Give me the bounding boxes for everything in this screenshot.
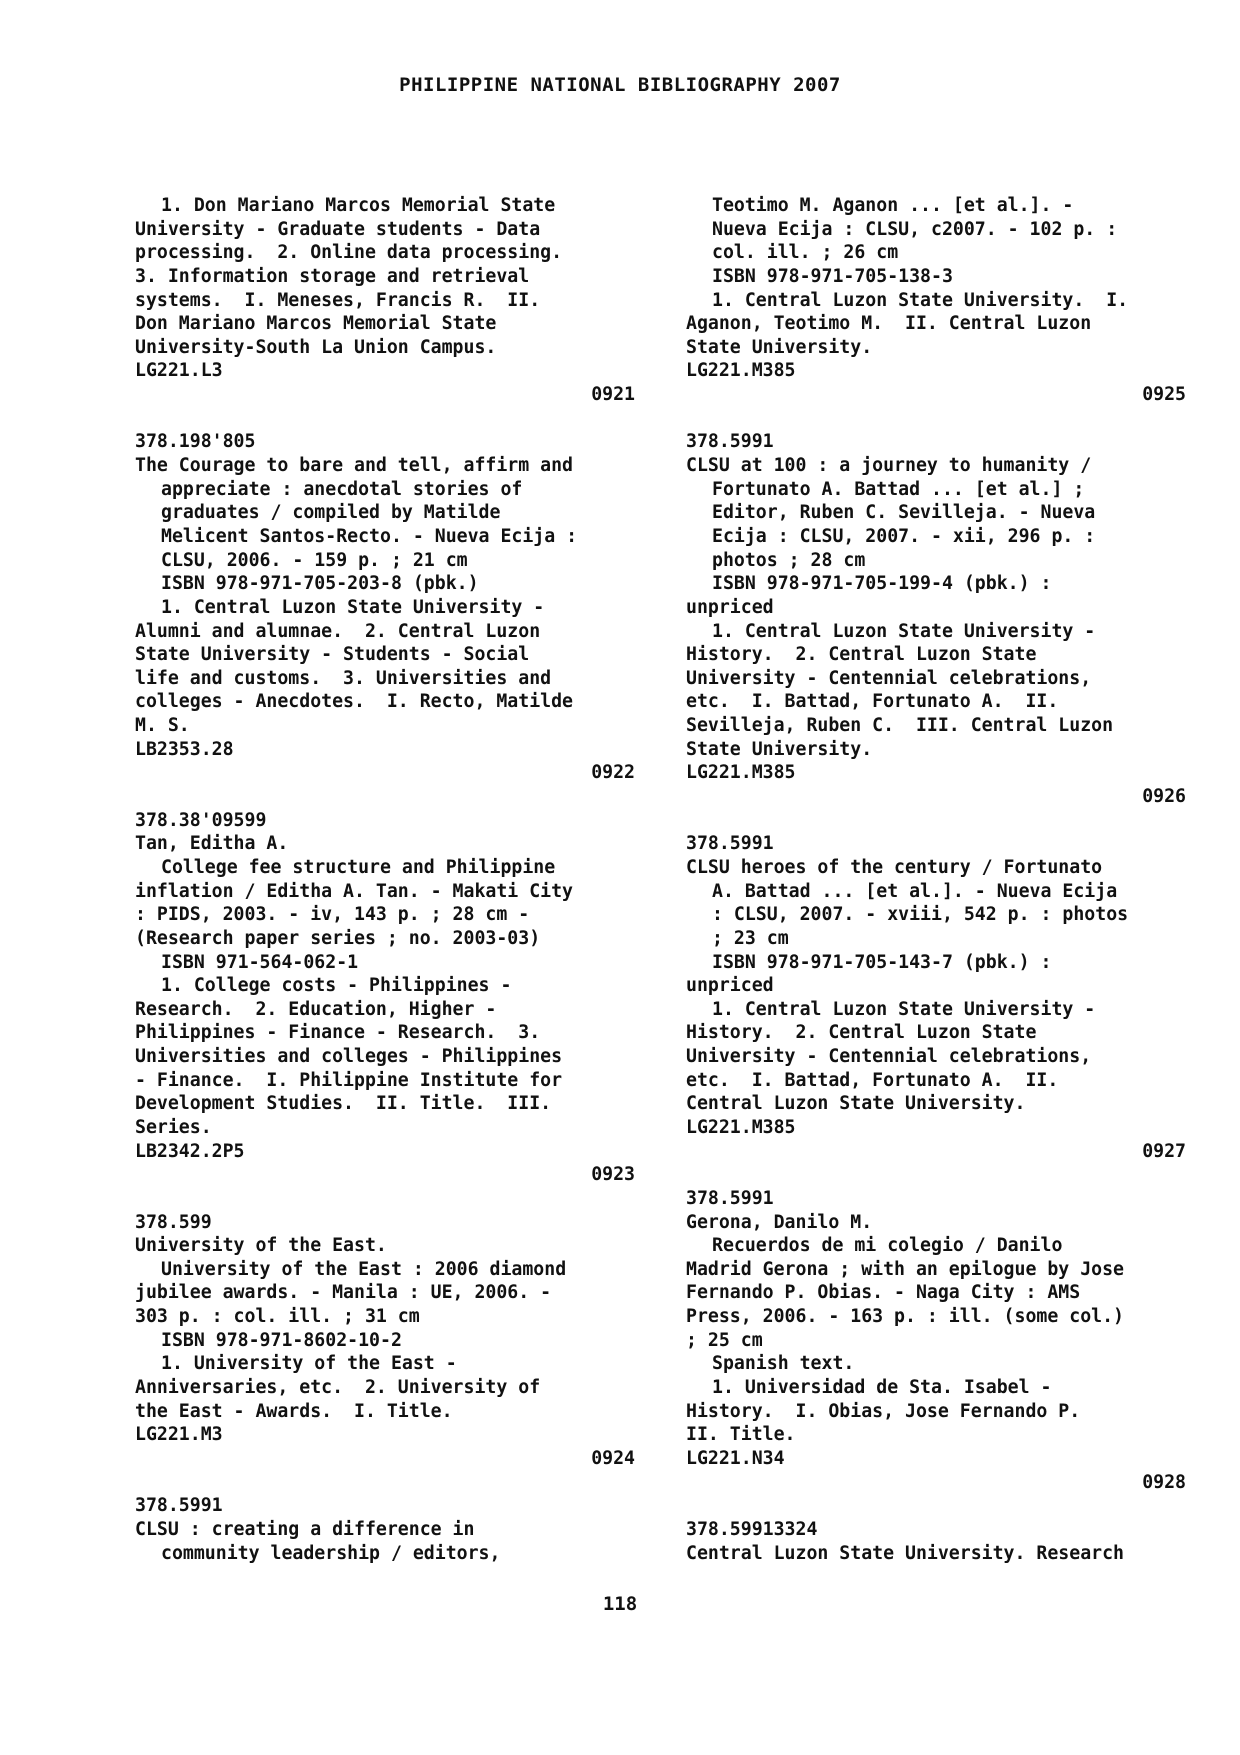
entry-line: State University.: [686, 336, 873, 358]
entry-line: Editor, Ruben C. Sevilleja. - Nueva: [712, 502, 1096, 524]
entry-line: Don Mariano Marcos Memorial State: [135, 313, 497, 335]
entry-line: CLSU, 2006. - 159 p. ; 21 cm: [161, 549, 468, 571]
entry-0928: [686, 1187, 1186, 1494]
entry-line: A. Battad ... [et al.]. - Nueva Ecija: [712, 880, 1118, 902]
isbn: ISBN 978-971-705-203-8 (pbk.): [161, 573, 479, 595]
entry-line: 1. Central Luzon State University. I.: [712, 289, 1129, 311]
entry-line: 1. Don Mariano Marcos Memorial State: [161, 195, 556, 216]
entry-line: life and customs. 3. Universities and: [135, 667, 552, 689]
entry-author: Tan, Editha A.: [135, 833, 289, 855]
entry-line: Teotimo M. Aganon ... [et al.]. -: [712, 195, 1074, 216]
entry-line: (Research paper series ; no. 2003-03): [135, 927, 541, 949]
entry-line: 1. College costs - Philippines -: [161, 975, 512, 997]
entry-line: ; 23 cm: [712, 927, 789, 949]
right-column: [686, 194, 1186, 1565]
entry-line: University - Centennial celebrations,: [686, 1046, 1092, 1068]
entry-line: - Finance. I. Philippine Institute for: [135, 1069, 563, 1091]
entry-line: appreciate : anecdotal stories of: [161, 478, 523, 500]
entry-number: 0926: [1142, 786, 1186, 808]
entry-0925: [686, 194, 1186, 407]
entry-line: ; 25 cm: [686, 1329, 763, 1351]
entry-line: systems. I. Meneses, Francis R. II.: [135, 289, 541, 311]
call-number: LB2353.28: [135, 738, 234, 760]
entry-line: : CLSU, 2007. - xviii, 542 p. : photos: [712, 904, 1129, 926]
entry-line: 1. Central Luzon State University -: [161, 596, 545, 618]
entry-0926: [686, 430, 1186, 808]
entry-line: Madrid Gerona ; with an epilogue by Jose: [686, 1258, 1124, 1280]
entry-line: colleges - Anecdotes. I. Recto, Matilde: [135, 691, 573, 713]
entry-line: 303 p. : col. ill. ; 31 cm: [135, 1306, 420, 1328]
entry-line: unpriced: [686, 596, 774, 618]
entry-line: Philippines - Finance - Research. 3.: [135, 1022, 541, 1044]
entry-line: Nueva Ecija : CLSU, c2007. - 102 p. :: [712, 218, 1118, 240]
call-number: LG221.M385: [686, 762, 796, 784]
entry-line: State University - Students - Social: [135, 644, 530, 666]
entry-line: etc. I. Battad, Fortunato A. II.: [686, 691, 1059, 713]
entry-line: Alumni and alumnae. 2. Central Luzon: [135, 620, 541, 642]
entry-line: 1. Central Luzon State University -: [712, 998, 1096, 1020]
isbn: ISBN 978-971-8602-10-2: [161, 1329, 402, 1351]
isbn: ISBN 978-971-705-199-4 (pbk.) :: [712, 573, 1052, 595]
entry-line: History. 2. Central Luzon State: [686, 1022, 1037, 1044]
call-number: LG221.N34: [686, 1447, 785, 1469]
entry-line: col. ill. ; 26 cm: [712, 242, 899, 264]
left-column: [135, 194, 635, 1565]
entry-0924: [135, 1211, 635, 1471]
classification-number: 378.59913324: [686, 1518, 818, 1540]
entry-line: Ecija : CLSU, 2007. - xii, 296 p. :: [712, 525, 1096, 547]
entry-line: Aganon, Teotimo M. II. Central Luzon: [686, 313, 1092, 335]
call-number: LG221.M385: [686, 360, 796, 382]
classification-number: 378.5991: [686, 1187, 774, 1209]
entry-line: Universities and colleges - Philippines: [135, 1046, 563, 1068]
entry-line: Fortunato A. Battad ... [et al.] ;: [712, 478, 1085, 500]
entry-line: 1. Central Luzon State University -: [712, 620, 1096, 642]
entry-title: CLSU at 100 : a journey to humanity /: [686, 455, 1092, 477]
entry-line: University - Graduate students - Data: [135, 218, 541, 240]
classification-number: 378.38'09599: [135, 809, 267, 831]
entry-line: : PIDS, 2003. - iv, 143 p. ; 28 cm -: [135, 904, 530, 926]
entry-line: M. S.: [135, 715, 190, 737]
entry-continued: [686, 1518, 1186, 1565]
entry-title: College fee structure and Philippine: [161, 856, 556, 878]
call-number: LB2342.2P5: [135, 1140, 245, 1162]
entry-line: Press, 2006. - 163 p. : ill. (some col.): [686, 1306, 1124, 1328]
entry-line: 1. University of the East -: [161, 1353, 457, 1375]
entry-number: 0927: [1142, 1140, 1186, 1162]
entry-0927: [686, 832, 1186, 1163]
entry-author: Gerona, Danilo M.: [686, 1211, 873, 1233]
classification-number: 378.599: [135, 1211, 212, 1233]
page-number: 118: [602, 1593, 638, 1615]
entry-line: etc. I. Battad, Fortunato A. II.: [686, 1069, 1059, 1091]
entry-line: History. I. Obias, Jose Fernando P.: [686, 1400, 1081, 1422]
entry-line: History. 2. Central Luzon State: [686, 644, 1037, 666]
entry-line: State University.: [686, 738, 873, 760]
isbn: ISBN 978-971-705-138-3: [712, 265, 953, 287]
entry-line: processing. 2. Online data processing.: [135, 242, 563, 264]
entry-line: Research. 2. Education, Higher -: [135, 998, 497, 1020]
isbn: ISBN 978-971-705-143-7 (pbk.) :: [712, 951, 1052, 973]
entry-line: unpriced: [686, 975, 774, 997]
entry-title: CLSU : creating a difference in: [135, 1518, 475, 1540]
call-number: LG221.M385: [686, 1116, 796, 1138]
entry-title: Recuerdos de mi colegio / Danilo: [712, 1235, 1063, 1257]
classification-number: 378.5991: [686, 833, 774, 855]
page-header: PHILIPPINE NATIONAL BIBLIOGRAPHY 2007: [399, 74, 841, 96]
entry-line: Sevilleja, Ruben C. III. Central Luzon: [686, 715, 1114, 737]
entry-line: inflation / Editha A. Tan. - Makati City: [135, 880, 573, 902]
entry-author: Central Luzon State University. Research: [686, 1542, 1124, 1564]
entry-0922: [135, 430, 635, 785]
entry-0923: [135, 809, 635, 1187]
entry-line: 3. Information storage and retrieval: [135, 265, 530, 287]
entry-line: graduates / compiled by Matilde: [161, 502, 501, 524]
entry-title: The Courage to bare and tell, affirm and: [135, 455, 573, 477]
classification-number: 378.5991: [135, 1495, 223, 1517]
isbn: ISBN 971-564-062-1: [161, 951, 359, 973]
note: Spanish text.: [712, 1353, 855, 1375]
entry-line: 1. Universidad de Sta. Isabel -: [712, 1377, 1052, 1399]
classification-number: 378.198'805: [135, 431, 256, 453]
call-number: LG221.M3: [135, 1424, 223, 1446]
entry-title: University of the East : 2006 diamond: [161, 1258, 567, 1280]
entry-line: University-South La Union Campus.: [135, 336, 497, 358]
entry-0921: [135, 194, 635, 407]
entry-line: community leadership / editors,: [161, 1542, 501, 1564]
entry-line: Melicent Santos-Recto. - Nueva Ecija :: [161, 525, 578, 547]
call-number: LG221.L3: [135, 360, 223, 382]
entry-line: Central Luzon State University.: [686, 1093, 1026, 1115]
entry-title: CLSU heroes of the century / Fortunato: [686, 856, 1103, 878]
entry-line: Fernando P. Obias. - Naga City : AMS: [686, 1282, 1081, 1304]
entry-line: University - Centennial celebrations,: [686, 667, 1092, 689]
entry-line: II. Title.: [686, 1424, 796, 1446]
entry-number: 0925: [1142, 384, 1186, 406]
entry-line: photos ; 28 cm: [712, 549, 866, 571]
entry-number: 0922: [591, 762, 635, 784]
entry-line: the East - Awards. I. Title.: [135, 1400, 453, 1422]
classification-number: 378.5991: [686, 431, 774, 453]
entry-author: University of the East.: [135, 1235, 387, 1257]
entry-line: jubilee awards. - Manila : UE, 2006. -: [135, 1282, 552, 1304]
entry-number: 0923: [591, 1164, 635, 1186]
entry-line: Anniversaries, etc. 2. University of: [135, 1377, 541, 1399]
entry-line: Development Studies. II. Title. III.: [135, 1093, 552, 1115]
entry-continued: [135, 1494, 635, 1565]
entry-number: 0921: [591, 384, 635, 406]
entry-number: 0928: [1142, 1471, 1186, 1493]
entry-line: Series.: [135, 1116, 212, 1138]
entry-number: 0924: [591, 1447, 635, 1469]
